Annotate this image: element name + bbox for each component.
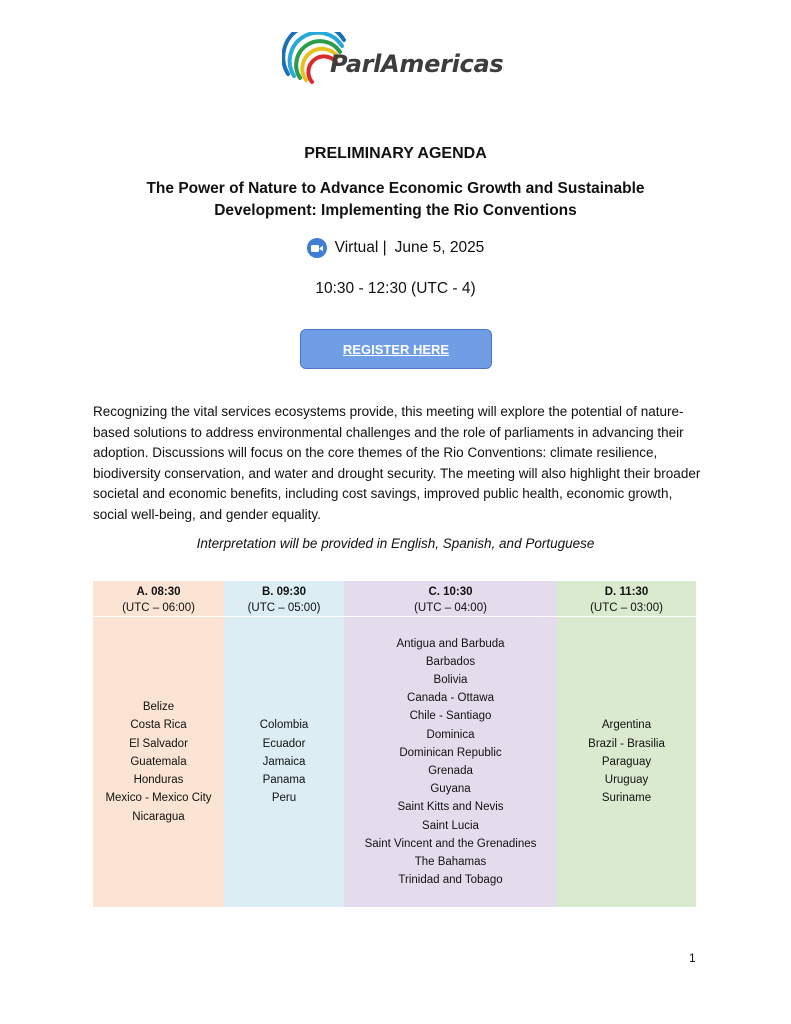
country-item: Panama [262,774,306,787]
timezone-column [557,581,696,907]
page-number: 1 [689,951,696,965]
country-item: Saint Vincent and the Grenadines [364,837,537,850]
timezone-label: A. 08:30 [136,586,181,598]
timezone-table [93,581,696,907]
country-item: Uruguay [604,774,649,787]
timezone-column [93,581,224,907]
event-meta [0,238,791,258]
country-item: The Bahamas [414,856,487,869]
event-description: Recognizing the vital services ecosystems provide, this meeting will explore the potential of nature-based solutions to address environmental challenges and the role of parliaments in advancing their adoption. Discussions will focus on the core themes of the Rio Conventions: climate resilience, biodiversity conservation, and water and drought security. The meeting will also highlight their broader societal and economic benefits, including cost savings, improved public health, economic growth, social well-being, and gender equality. [93,404,701,522]
country-item: Saint Lucia [422,819,479,832]
country-item: Costa Rica [130,719,187,732]
video-camera-icon [307,238,327,258]
timezone-utc: (UTC – 05:00) [247,602,321,614]
timezone-header [93,581,224,617]
country-item: Trinidad and Tobago [398,874,503,887]
country-item: Brazil - Brasilia [588,737,665,750]
event-time: 10:30 - 12:30 (UTC - 4) [315,280,476,297]
timezone-utc: (UTC – 04:00) [414,602,487,614]
country-item: Jamaica [262,755,306,768]
country-item: Saint Kitts and Nevis [397,801,504,814]
country-list [93,617,224,907]
page-title [0,178,791,222]
country-item: Antigua and Barbuda [396,637,505,650]
timezone-header [224,581,344,617]
country-item: Barbados [425,655,476,668]
country-item: Belize [142,701,175,714]
interpretation-note: Interpretation will be provided in English, Spanish, and Portuguese [196,536,595,551]
country-item: Argentina [601,719,652,732]
country-item: Bolivia [433,673,468,686]
country-item: Honduras [133,774,184,787]
timezone-column [224,581,344,907]
country-item: Grenada [428,765,473,777]
title-line-2: Development: Implementing the Rio Conventions [214,202,577,219]
timezone-label: B. 09:30 [261,586,307,598]
timezone-label: C. 10:30 [428,586,473,598]
country-item: Dominica [426,728,475,741]
event-format: Virtual | [334,239,387,256]
page-pretitle: PRELIMINARY AGENDA [304,145,487,162]
timezone-header [557,581,696,617]
timezone-header [344,581,557,617]
country-item: Guatemala [130,755,187,768]
event-date: June 5, 2025 [394,239,485,256]
country-item: Ecuador [262,737,306,750]
title-line-1: The Power of Nature to Advance Economic Growth and Sustainable [146,180,645,197]
country-item: Colombia [259,719,309,732]
timezone-utc: (UTC – 03:00) [590,602,663,614]
country-item: Canada - Ottawa [407,692,494,705]
parlamericas-logo [282,32,514,102]
register-button[interactable]: REGISTER HERE [300,329,492,369]
country-item: El Salvador [129,737,188,750]
logo-wordmark: ParlAmericas [330,50,504,78]
country-list [224,617,344,907]
country-list [557,617,696,907]
country-item: Mexico - Mexico City [105,792,212,805]
country-item: Chile - Santiago [409,710,492,723]
timezone-column [344,581,557,907]
country-item: Suriname [601,792,652,805]
country-list [344,617,557,907]
country-item: Nicaragua [132,810,185,823]
country-item: Guyana [430,783,471,796]
country-item: Dominican Republic [399,746,502,759]
timezone-label: D. 11:30 [604,586,649,598]
country-item: Peru [271,792,297,805]
country-item: Paraguay [601,755,652,768]
timezone-utc: (UTC – 06:00) [122,602,195,614]
